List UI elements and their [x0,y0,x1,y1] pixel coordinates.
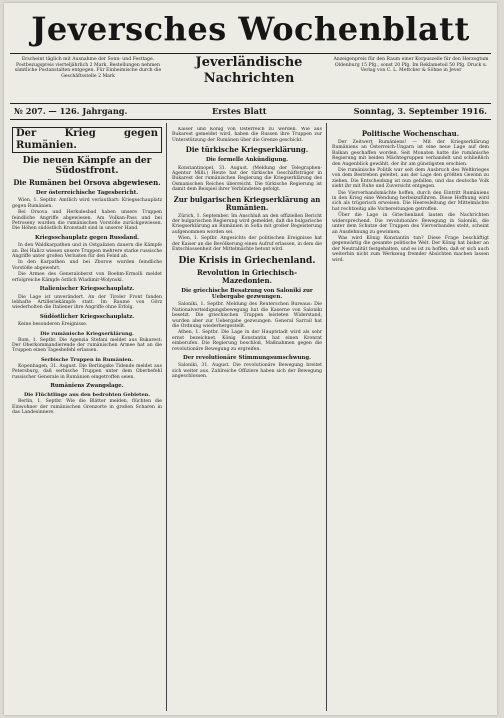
subscription-notice: Erscheint täglich mit Ausnahme der Sonn- und Festtage. Postbezugspreis vierteljährlich 2 Mark. Bestellungen nehmen sämtliche Postanstalten entgegen. Für Einheimische durch die Geschäftsstelle 2 Mark [14,57,162,79]
article-paragraph: Die rumänische Politik war seit dem Ausbruch des Weltkrieges von dem Bestreben geleitet, aus der Lage den größten Gewinn zu ziehen. Die Entscheidung ist nun gefallen, und das deutsche Volk sieht ihr mit Ruhe und Zuversicht entgegen. [332,168,489,190]
issue-number: № 207. — 126. Jahrgang. [14,106,128,116]
article-paragraph: Wien, 1. Septbr. Amtlich wird verlautbart: Kriegsschauplatz gegen Rumänien. [12,198,162,209]
masthead-title: Jeversches Wochenblatt [31,10,470,48]
refugees-heading: Die Flüchtlinge aus den bedrohten Gebieten. [23,392,151,399]
masthead-rule [10,53,491,54]
orsova-headline: Die Rumänen bei Orsova abgewiesen. [13,178,161,187]
greece-revolution-headline: Revolution in Griechisch-Mazedonien. [196,267,298,285]
war-romania-box: Der Krieg gegen Rumänien. [12,127,162,153]
subtitle-line-1: Jeverländische [195,55,303,70]
column-divider-2 [326,123,327,711]
article-paragraph: Über die Lage in Griechenland lauten die Nachrichten widersprechend. Die revolutionäre Bewegung in Saloniki, die unter dem Schutze der Truppen des Vierverbandes steht, scheint an Ausdehnung zu gewinnen. [332,213,489,235]
article-paragraph: Die Lage ist unverändert. An der Tiroler Front fanden lebhafte Artilleriekämpfe statt. Im Raume von Görz wiederholten die Italiener ihre Angriffe ohne Erfolg. [12,294,162,311]
newspaper-page [4,3,497,715]
column-1 [12,127,162,709]
advertising-notice: Anzeigenpreis für den Raum einer Korpuszeile für den Herzogtum Oldenburg 15 Pfg., sonst 20 Pfg. Im Reklameteil 50 Pfg. Druck u. Verlag von C. L. Mettcker & Söhne in Jever [333,57,489,74]
article-paragraph: Bei Orsova und Herkulesbad haben unsere Truppen feindliche Angriffe abgewiesen. Am Vulkan-Pass und bei Petroseny wurden die rumänischen Vorstöße zurückgewiesen. Die Höhen südöstlich Kronstadt sind in unserer Hand. [12,210,162,232]
austrian-report-heading: Der österreichische Tagesbericht. [35,190,139,196]
southeast-front-heading: Südöstlicher Kriegsschauplatz. [39,313,135,320]
bulgarian-declaration-headline: Zur bulgarischen Kriegserklärung an Rumänien. [173,194,321,212]
article-paragraph: Zürich, 1. September. Im Anschluß an den offiziellen Bericht der bulgarischen Regierung wird gemeldet, daß die bulgarische Kriegserklärung an Rumänien in Sofia mit großer Begeisterung aufgenommen worden sei. [172,213,322,235]
article-paragraph: Saloniki, 31. August. Die revolutionäre Bewegung breitet sich weiter aus. Zahlreiche Offiziere haben sich der Bewegung angeschlossen. [172,363,322,380]
subtitle-line-2: Nachrichten [203,71,295,86]
greece-crisis-headline: Die Krisis in Griechenland. [178,255,316,266]
article-paragraph: In den Karpathen und bei Zborow wurden feindliche Vorstöße abgewehrt. [12,260,162,271]
romania-pressure-heading: Rumäniens Zwangslage. [50,382,124,389]
article-paragraph: Saloniki, 1. Septbr. Meldung des Reuterschen Bureaus: Die Nationalverteidigungsbewegung hat die Kaserne von Saloniki besetzt. Die griechischen Truppen leisteten Widerstand, wurden aber zur Uebergabe gezwungen. General Sarrail hat die Ordnung wiederhergestellt. [172,302,322,329]
article-paragraph: Keine besonderen Ereignisse. [18,322,88,328]
article-paragraph: Konstantinopel, 31. August. (Meldung der Telegraphen-Agentur Milli.) Heute hat der türkische Geschäftsträger in Bukarest der rumänischen Regierung die Kriegserklärung des Osmanischen Reiches überreicht. Die türkische Regierung ist damit dem Beispiel ihrer Verbündeten gefolgt. [172,165,322,193]
column-divider-1 [166,123,167,711]
romania-declaration-heading: Die rumänische Kriegserklärung. [40,330,134,337]
article-paragraph: In den Waldkarpathen und in Ostgalizien dauern die Kämpfe an. Bei Halicz wiesen unsere Truppen mehrere starke russische Angriffe unter großen Verlusten für den Feind ab. [12,243,162,260]
serbian-troops-heading: Serbische Truppen in Rumänien. [40,356,134,363]
turkish-declaration-headline: Die türkische Kriegserklärung. [185,145,309,155]
formal-announcement-heading: Die formelle Ankündigung. [205,157,289,164]
article-paragraph: Was wird König Konstantin tun? Diese Frage beschäftigt gegenwärtig die gesamte politische Welt. Der König hat bisher an der Neutralität festgehalten, und es ist zu hoffen, daß er sich auch weiterhin nicht zum Werkzeug fremder Absichten machen lassen wird. [332,235,489,263]
article-paragraph: Berlin, 1. Septbr. Wie die Blätter melden, flüchten die Einwohner der rumänischen Grenzorte in großen Scharen in das Landesinnere. [12,399,162,416]
article-paragraph: Rom, 1. Septbr. Die Agenzia Stefani meldet aus Bukarest: Der Oberkommandierende der rumänischen Armee hat an die Truppen einen Tagesbefehl erlassen. [12,337,162,354]
issue-infobar [10,104,491,118]
article-paragraph: Athen, 1. Septbr. Die Lage in der Hauptstadt wird als sehr ernst bezeichnet. König Konstantin hat einen Kronrat einberufen. Die Regierung beschloß, Maßnahmen gegen die revolutionäre Bewegung zu ergreifen. [172,330,322,352]
column-3 [332,127,489,709]
subtitle [174,55,324,101]
infobar-rule-bottom [10,119,491,120]
weekly-political-review-headline: Politische Wochenschau. [361,129,460,138]
russia-front-heading: Kriegsschauplatz gegen Russland. [35,234,139,241]
war-romania-heading [12,127,162,153]
article-paragraph: Die Vierverbandsmächte hoffen, durch den Eintritt Rumäniens in den Krieg eine Wendung herbeizuführen. Diese Hoffnung wird sich als trügerisch erweisen. Die Heeresleitung der Mittelmächte hat rechtzeitig alle Vorbereitungen getroffen. [332,190,489,212]
italy-front-heading: Italienischer Kriegsschauplatz. [39,286,135,293]
article-paragraph: Wien, 1. Septbr. Angesichts der politischen Ereignisse hat der Kaiser an die Bevölkerung einen Aufruf erlassen, in dem die Entschlossenheit der Mittelmächte betont wird. [172,236,322,253]
column-2 [172,127,322,709]
article-paragraph: Die Armee des Generaloberst von Boehm-Ermolli meldet erfolgreiche Kämpfe östlich Wladimir-Wolynski. [12,272,162,283]
article-paragraph: Der Zeitwert Rumäniens! — Mit der Kriegserklärung Rumäniens an Österreich-Ungarn ist eine neue Lage auf dem Balkan geschaffen worden. Seit Monaten hatte die rumänische Regierung mit beiden Mächtegruppen verhandelt und schließlich den Augenblick gewählt, der ihr am günstigsten erschien. [332,140,489,167]
article-paragraph: Kaiser und König von Österreich zu werden. Wie aus Bukarest gemeldet wird, haben die Russen ihre Truppen zur Unterstützung der Rumänen über die Grenze geschickt. [172,127,322,143]
new-battles-headline: Die neuen Kämpfe an der Südostfront. [22,156,152,176]
article-paragraph: Kopenhagen, 31. August. Die Berlingske Tidende meldet aus Petersburg, daß serbische Truppen unter dem Oberbefehl russischer Generale in Rumänien eingetroffen seien. [12,363,162,380]
revolutionary-movement-heading: Der revolutionäre Stimmungsumschwung. [183,354,311,361]
saloniki-surrender-heading: Die griechische Besatzung von Saloniki zur Uebergabe gezwungen. [181,287,313,300]
issue-date: Sonntag, 3. September 1916. [353,106,487,116]
sheet-label: Erstes Blatt [212,106,267,116]
